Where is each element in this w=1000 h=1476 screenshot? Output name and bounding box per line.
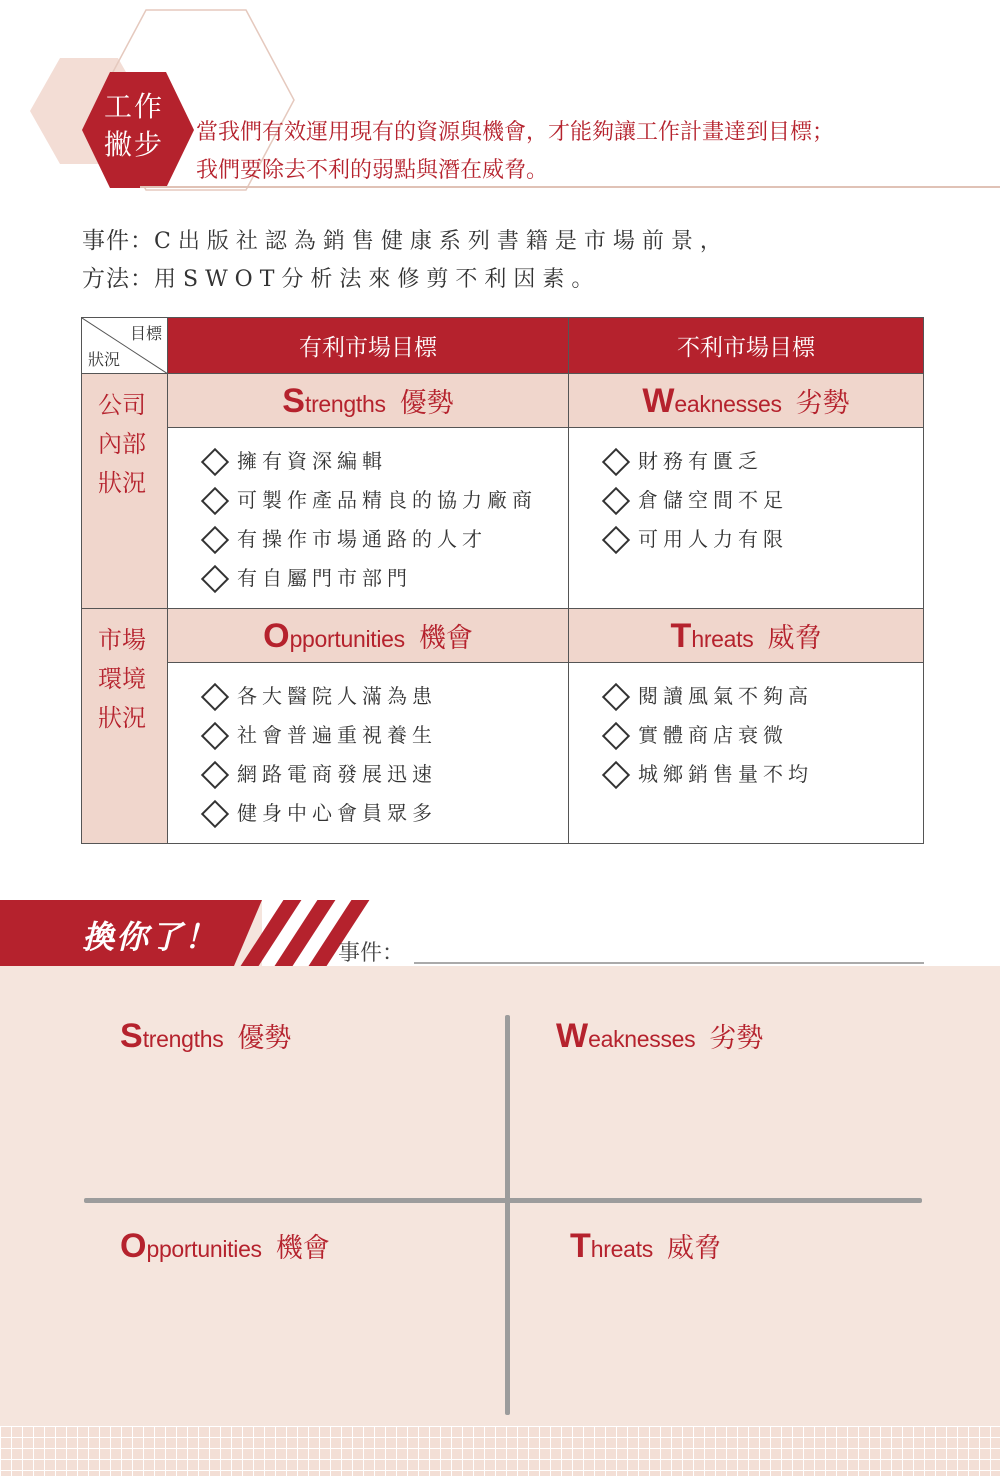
- decor-grid-strip: [0, 1426, 1000, 1476]
- intro-text: [196, 114, 834, 190]
- opportunities-rest: pportunities: [146, 1236, 262, 1262]
- list-item: 健身中心會員眾多: [201, 794, 568, 833]
- example-method: [82, 260, 600, 293]
- exercise-event-input[interactable]: [414, 962, 924, 964]
- opportunities-rest: pportunities: [289, 625, 405, 652]
- step-label-line2: 撇步: [103, 128, 164, 161]
- diamond-bullet-icon: [602, 447, 630, 475]
- row-internal-line3: 狀況: [98, 469, 146, 497]
- row-label-market: [82, 609, 168, 844]
- header-favorable: 有利市場目標: [168, 318, 569, 374]
- opportunities-zh: 機會: [275, 1233, 330, 1264]
- threats-zh: 威脅: [666, 1233, 721, 1264]
- weaknesses-zh: 劣勢: [795, 387, 850, 419]
- diamond-bullet-icon: [602, 525, 630, 553]
- row-internal-line1: 公司: [98, 391, 146, 419]
- intro-line2: 我們要除去不利的弱點與潛在威脅。: [196, 158, 549, 183]
- strengths-zh: 優勢: [399, 387, 454, 419]
- threats-cell: [569, 663, 924, 844]
- opportunities-cell: [168, 663, 569, 844]
- table-corner: [82, 318, 168, 374]
- header-divider: [140, 186, 1000, 188]
- list-item: 可用人力有限: [602, 520, 923, 559]
- list-item: 網路電商發展迅速: [201, 755, 568, 794]
- list-item: 實體商店衰微: [602, 716, 923, 755]
- diamond-bullet-icon: [602, 760, 630, 788]
- step-label-line1: 工作: [103, 90, 164, 123]
- weaknesses-zh: 劣勢: [709, 1023, 764, 1054]
- diamond-bullet-icon: [602, 721, 630, 749]
- list-item: 財務有匱乏: [602, 442, 923, 481]
- threats-initial: T: [670, 616, 692, 655]
- opportunities-initial: O: [263, 616, 290, 655]
- diamond-bullet-icon: [201, 682, 229, 710]
- row-internal-line2: 內部: [98, 430, 146, 458]
- quadrant-horizontal-divider: [84, 1198, 922, 1203]
- exercise-threats-heading: [570, 1226, 721, 1266]
- row-market-line2: 環境: [98, 665, 146, 693]
- list-item: 倉儲空間不足: [602, 481, 923, 520]
- quadrant-vertical-divider: [505, 1015, 510, 1415]
- exercise-event-label: 事件：: [338, 941, 405, 966]
- strengths-rest: trengths: [304, 390, 386, 417]
- diamond-bullet-icon: [201, 447, 229, 475]
- list-item: 閱讀風氣不夠高: [602, 677, 923, 716]
- step-badge-label: [88, 88, 180, 164]
- weaknesses-rest: eaknesses: [588, 1026, 696, 1052]
- event-text: C出版社認為銷售健康系列書籍是市場前景，: [154, 229, 729, 254]
- diamond-bullet-icon: [201, 799, 229, 827]
- strengths-zh: 優勢: [237, 1023, 292, 1054]
- weaknesses-cell: [569, 428, 924, 609]
- exercise-title: 換你了！: [82, 918, 219, 956]
- method-label: 方法：: [82, 266, 154, 292]
- swot-table: [81, 317, 924, 844]
- strengths-initial: S: [120, 1017, 143, 1055]
- row-market-line1: 市場: [98, 626, 146, 654]
- opportunities-initial: O: [120, 1227, 147, 1265]
- weaknesses-heading: [569, 374, 924, 428]
- list-item: 社會普遍重視養生: [201, 716, 568, 755]
- threats-zh: 威脅: [767, 622, 822, 654]
- list-item: 可製作產品精良的協力廠商: [201, 481, 568, 520]
- corner-top-label: 目標: [129, 324, 162, 343]
- strengths-rest: trengths: [142, 1026, 224, 1052]
- exercise-weaknesses-heading: [556, 1016, 763, 1056]
- strengths-initial: S: [282, 381, 305, 420]
- row-label-internal: [82, 374, 168, 609]
- opportunities-heading: [168, 609, 569, 663]
- diamond-bullet-icon: [201, 525, 229, 553]
- threats-rest: hreats: [590, 1236, 653, 1262]
- weaknesses-initial: W: [642, 381, 675, 420]
- header-unfavorable: 不利市場目標: [569, 318, 924, 374]
- threats-heading: [569, 609, 924, 663]
- weaknesses-rest: eaknesses: [674, 390, 782, 417]
- list-item: 各大醫院人滿為患: [201, 677, 568, 716]
- weaknesses-initial: W: [556, 1017, 589, 1055]
- diamond-bullet-icon: [201, 564, 229, 592]
- list-item: 有自屬門市部門: [201, 559, 568, 598]
- corner-bottom-label: 狀況: [88, 350, 121, 369]
- threats-initial: T: [570, 1227, 591, 1265]
- strengths-heading: [168, 374, 569, 428]
- strengths-cell: [168, 428, 569, 609]
- threats-rest: hreats: [691, 625, 754, 652]
- intro-line1: 當我們有效運用現有的資源與機會，才能夠讓工作計畫達到目標；: [196, 120, 835, 145]
- method-text: 用SWOT分析法來修剪不利因素。: [154, 267, 601, 292]
- exercise-panel: [0, 900, 1000, 1476]
- diamond-bullet-icon: [201, 721, 229, 749]
- exercise-strengths-heading: [120, 1016, 291, 1056]
- diamond-bullet-icon: [602, 486, 630, 514]
- event-label: 事件：: [82, 228, 154, 254]
- diamond-bullet-icon: [602, 682, 630, 710]
- diamond-bullet-icon: [201, 486, 229, 514]
- exercise-opportunities-heading: [120, 1226, 330, 1266]
- diamond-bullet-icon: [201, 760, 229, 788]
- list-item: 有操作市場通路的人才: [201, 520, 568, 559]
- opportunities-zh: 機會: [418, 622, 473, 654]
- example-event: [82, 222, 729, 255]
- list-item: 擁有資深編輯: [201, 442, 568, 481]
- list-item: 城鄉銷售量不均: [602, 755, 923, 794]
- row-market-line3: 狀況: [98, 704, 146, 732]
